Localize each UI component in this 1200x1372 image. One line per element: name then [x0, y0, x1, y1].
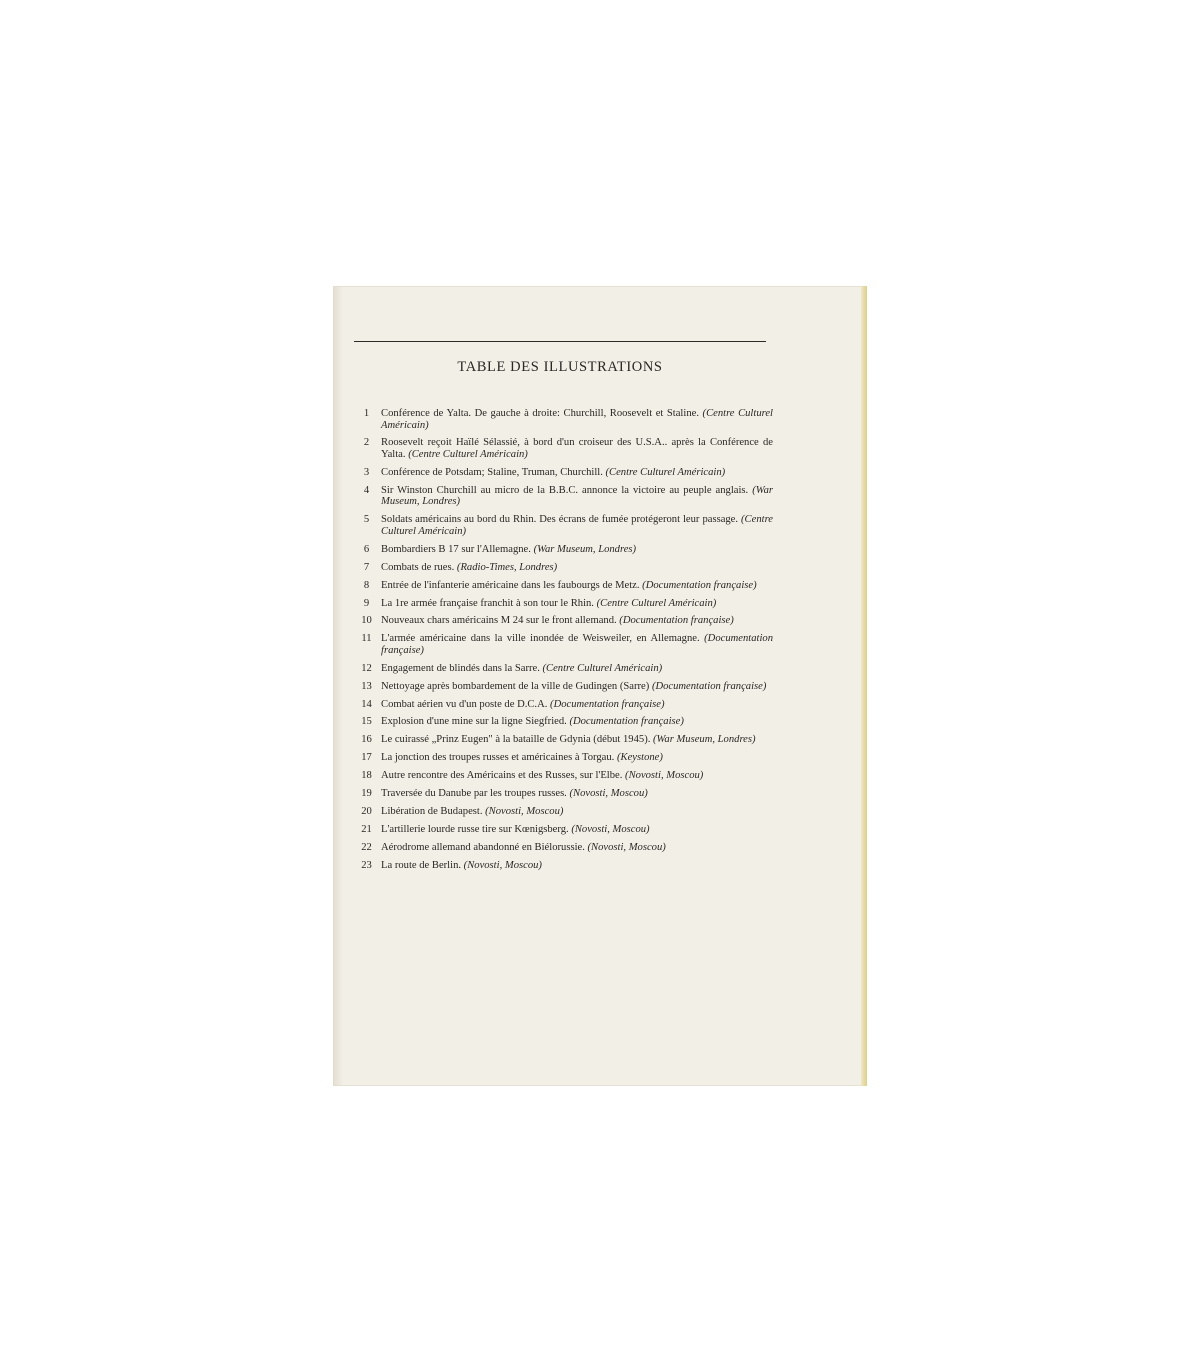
list-item	[353, 615, 773, 627]
list-item	[353, 699, 773, 711]
entry-caption	[381, 824, 773, 836]
entry-source: (Novosti, Moscou)	[485, 805, 564, 817]
entry-source: (Novosti, Moscou)	[625, 770, 704, 782]
entry-text: Nouveaux chars américains M 24 sur le front allemand.	[381, 615, 617, 627]
entry-caption	[381, 716, 773, 728]
entry-text: Traversée du Danube par les troupes russes.	[381, 788, 567, 799]
entry-text: Soldats américains au bord du Rhin. Des écrans de fumée protégeront leur passage.	[381, 514, 739, 526]
entry-caption	[381, 408, 773, 431]
entry-caption	[381, 752, 773, 764]
entry-source: (War Museum, Londres)	[381, 484, 773, 508]
entry-number: 4	[363, 484, 370, 496]
entry-number: 22	[361, 841, 372, 853]
list-item	[353, 514, 773, 537]
entry-source: (Keystone)	[617, 752, 663, 764]
entry-number: 21	[361, 823, 372, 835]
entry-number: 7	[363, 561, 370, 573]
entry-number: 9	[363, 597, 370, 609]
entry-text: Conférence de Potsdam; Staline, Truman, Churchill.	[381, 466, 603, 478]
entry-source: (Documentation française)	[619, 615, 734, 627]
entry-text: La 1re armée française franchit à son tour le Rhin.	[381, 597, 594, 609]
entry-source: (Novosti, Moscou)	[463, 859, 542, 871]
entry-number: 19	[361, 788, 372, 799]
entry-text: Autre rencontre des Américains et des Russes, sur l'Elbe.	[381, 770, 623, 782]
entry-source: (Documentation française)	[569, 716, 684, 728]
entry-source: (Centre Culturel Américain)	[381, 514, 773, 537]
list-item	[353, 824, 773, 836]
list-item	[353, 734, 773, 746]
entry-source: (War Museum, Londres)	[653, 734, 756, 746]
list-item	[353, 788, 773, 800]
entry-number: 1	[363, 408, 370, 419]
entry-caption	[381, 681, 773, 693]
entry-number: 17	[361, 752, 372, 764]
entry-number: 3	[363, 466, 370, 478]
entry-number: 14	[361, 698, 372, 710]
entry-number: 10	[361, 615, 372, 627]
entry-source: (Centre Culturel Américain)	[605, 466, 726, 478]
entry-caption	[381, 788, 773, 800]
entry-source: (Novosti, Moscou)	[569, 788, 648, 799]
entry-text: Libération de Budapest.	[381, 805, 483, 817]
list-item	[353, 562, 773, 574]
entry-caption	[381, 699, 773, 711]
entry-caption	[381, 860, 773, 872]
entry-number: 6	[363, 543, 370, 555]
entry-number: 12	[361, 662, 372, 674]
entry-text: Roosevelt reçoit Haïlé Sélassié, à bord d'un croiseur des U.S.A.. après la Conférence de Yalta.	[381, 437, 773, 461]
entry-source: (Novosti, Moscou)	[571, 823, 650, 835]
entry-source: (Documentation française)	[642, 579, 757, 591]
list-item	[353, 467, 773, 479]
list-item	[353, 770, 773, 782]
entry-text: La route de Berlin.	[381, 859, 462, 871]
entry-text: Engagement de blindés dans la Sarre.	[381, 662, 540, 674]
entry-caption	[381, 734, 773, 746]
entry-caption	[381, 806, 773, 818]
entry-source: (Centre Culturel Américain)	[381, 408, 773, 431]
entry-number: 8	[363, 579, 370, 591]
entry-caption	[381, 437, 773, 460]
entry-source: (Radio-Times, Londres)	[456, 561, 558, 573]
entry-caption	[381, 842, 773, 854]
entry-caption	[381, 770, 773, 782]
list-item	[353, 485, 773, 508]
list-item	[353, 752, 773, 764]
entry-caption	[381, 514, 773, 537]
entry-number: 18	[361, 770, 372, 782]
entry-text: Le cuirassé „Prinz Eugen" à la bataille de Gdynia (début 1945).	[381, 734, 651, 746]
list-item	[353, 842, 773, 854]
list-item	[353, 437, 773, 460]
entry-text: La jonction des troupes russes et américaines à Torgau.	[381, 752, 615, 764]
entry-number: 11	[361, 633, 372, 645]
page-title: TABLE DES ILLUSTRATIONS	[457, 359, 663, 375]
entry-number: 5	[363, 514, 370, 526]
entry-caption	[381, 580, 773, 592]
entry-text: Sir Winston Churchill au micro de la B.B.C. annonce la victoire au peuple anglais.	[381, 484, 749, 496]
book-page	[333, 286, 867, 1086]
list-item	[353, 598, 773, 610]
top-rule	[354, 341, 766, 342]
entry-source: (Documentation française)	[651, 680, 767, 692]
entry-text: L'artillerie lourde russe tire sur Kœnigsberg.	[381, 823, 569, 835]
entry-source: (Centre Culturel Américain)	[408, 449, 528, 461]
entry-text: Bombardiers B 17 sur l'Allemagne.	[381, 543, 531, 555]
entry-number: 15	[361, 716, 372, 728]
entry-number: 20	[361, 805, 372, 817]
entry-caption	[381, 633, 773, 656]
list-item	[353, 806, 773, 818]
entry-source: (Centre Culturel Américain)	[542, 662, 663, 674]
entry-number: 13	[361, 680, 372, 692]
entry-number: 2	[363, 437, 370, 449]
entry-number: 23	[361, 859, 372, 871]
list-item	[353, 408, 773, 431]
entry-text: Combat aérien vu d'un poste de D.C.A.	[381, 698, 548, 710]
list-item	[353, 860, 773, 872]
entry-text: Explosion d'une mine sur la ligne Siegfried.	[381, 716, 567, 728]
list-item	[353, 716, 773, 728]
entry-source: (War Museum, Londres)	[533, 543, 637, 555]
entry-text: Conférence de Yalta. De gauche à droite: Churchill, Roosevelt et Staline.	[381, 408, 699, 419]
list-item	[353, 663, 773, 675]
entry-source: (Documentation française)	[381, 633, 774, 656]
entry-caption	[381, 663, 773, 675]
entry-caption	[381, 467, 773, 479]
entry-text: L'armée américaine dans la ville inondée de Weisweiler, en Allemagne.	[381, 633, 700, 645]
list-item	[353, 633, 773, 656]
entry-source: (Novosti, Moscou)	[587, 841, 666, 853]
illustration-list	[353, 408, 773, 877]
list-item	[353, 544, 773, 556]
entry-caption	[381, 598, 773, 610]
entry-number: 16	[361, 734, 372, 746]
entry-source: (Documentation française)	[550, 698, 665, 710]
list-item	[353, 580, 773, 592]
entry-text: Aérodrome allemand abandonné en Biélorussie.	[381, 841, 585, 853]
list-item	[353, 681, 773, 693]
entry-caption	[381, 485, 773, 508]
entry-caption	[381, 615, 773, 627]
entry-source: (Centre Culturel Américain)	[596, 597, 717, 609]
entry-caption	[381, 544, 773, 556]
entry-text: Nettoyage après bombardement de la ville de Gudingen (Sarre)	[381, 680, 650, 692]
entry-text: Combats de rues.	[381, 561, 455, 573]
entry-text: Entrée de l'infanterie américaine dans les faubourgs de Metz.	[381, 579, 640, 591]
entry-caption	[381, 562, 773, 574]
